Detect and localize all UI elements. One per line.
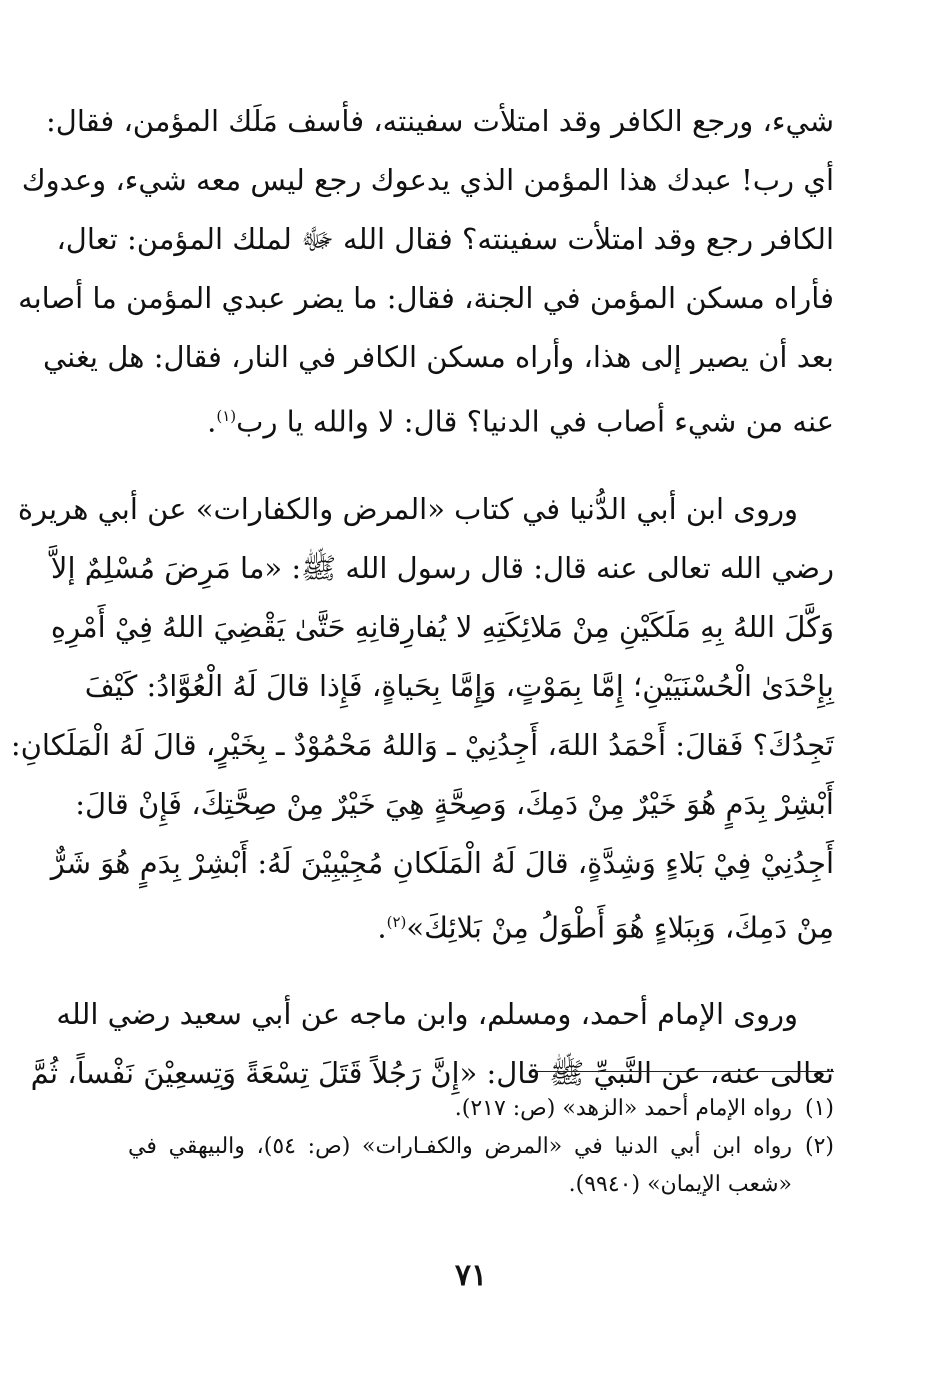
text-line: فأراه مسكن المؤمن في الجنة، فقال: ما يضر عبدي المؤمن ما أصابه	[18, 281, 834, 315]
footnote-number: (٢)	[804, 1134, 834, 1159]
text-run: مِنْ دَمِكَ، وَبِبَلاءٍ هُوَ أَطْوَلُ مِنْ بَلائِكَ»	[406, 910, 834, 945]
footnote-2	[128, 1128, 834, 1166]
text-line: أَبْشِرْ بِدَمٍ هُوَ خَيْرٌ مِنْ دَمِكَ، وَصِحَّةٍ هِيَ خَيْرٌ مِنْ صِحَّتِكَ، فَإِنْ قالَ:	[75, 786, 834, 821]
footnotes	[128, 1090, 834, 1204]
footnote-ref: (١)	[216, 407, 237, 425]
text-line: الكافر رجع وقد امتلأت سفينته؟ فقال الله ﷻ لملك المؤمن: تعال،	[56, 222, 834, 256]
footnote-ref: (٢)	[386, 912, 407, 931]
text-line: تعالى عنه، عن النَّبيِّ ﷺ قال: «إِنَّ رَجُلاً قَتَلَ تِسْعَةً وَتِسعِيْنَ نَفْساً، ثُمَّ	[30, 1056, 834, 1091]
paragraph-gap	[128, 452, 834, 480]
text-line: بِإِحْدَىٰ الْحُسْنَيَيْنِ؛ إِمَّا بِمَوْتٍ، وَإِمَّا بِحَياةٍ، فَإِذا قالَ لَهُ الْعُوَّادُ: كَيْفَ	[84, 668, 834, 703]
text-line: وروى الإمام أحمد، ومسلم، وابن ماجه عن أبي سعيد رضي الله	[56, 997, 798, 1032]
text-run: عنه من شيء أصاب في الدنيا؟ قال: لا والله يا رب	[236, 404, 834, 439]
main-text	[10, 92, 834, 1103]
footnote-divider	[532, 1071, 834, 1072]
text-line-last: عنه من شيء أصاب في الدنيا؟ قال: لا والله يا رب$^{(١)}$.	[207, 404, 834, 439]
text-line: تَجِدُكَ؟ فَقالَ: أَحْمَدُ اللهَ، أَجِدُنِيْ ـ وَاللهُ مَحْمُوْدٌ ـ بِخَيْرٍ، قالَ لَهُ الْمَلَكانِ:	[10, 727, 834, 762]
text-line: وروى ابن أبي الدُّنيا في كتاب «المرض والكفارات» عن أبي هريرة	[17, 491, 798, 526]
text-line: بعد أن يصير إلى هذا، وأراه مسكن الكافر في النار، فقال: هل يغني	[43, 340, 834, 374]
footnote-1	[128, 1090, 834, 1128]
footnote-text: رواه الإمام أحمد «الزهد» (ص: ٢١٧).	[454, 1096, 792, 1121]
footnote-2-continuation: «شعب الإيمان» (٩٩٤٠).	[568, 1172, 792, 1197]
footnote-text: رواه ابن أبي الدنيا في «المرض والكفـارات» (ص: ٥٤)، والبيهقي في	[128, 1134, 792, 1159]
text-line: شيء، ورجع الكافر وقد امتلأت سفينته، فأسف مَلَك المؤمن، فقال:	[46, 104, 834, 138]
text-line: وَكَّلَ اللهُ بِهِ مَلَكَيْنِ مِنْ مَلائِكَتِهِ لا يُفارِقانِهِ حَتَّىٰ يَقْضِيَ اللهُ فِيْ أَمْرِهِ	[50, 609, 834, 644]
text-line: رضي الله تعالى عنه قال: قال رسول الله ﷺ: «ما مَرِضَ مُسْلِمٌ إلاَّ	[50, 550, 834, 585]
text-line: أَجِدُنِيْ فِيْ بَلاءٍ وَشِدَّةٍ، قالَ لَهُ الْمَلَكانِ مُجِيْبِيْنَ لَهُ: أَبْشِرْ بِدَمٍ هُوَ شَرٌّ	[50, 845, 834, 880]
page-number: ٧١	[454, 1258, 488, 1293]
paragraph-gap	[128, 957, 834, 985]
text-line: أي رب! عبدك هذا المؤمن الذي يدعوك رجع ليس معه شيء، وعدوك	[21, 163, 834, 197]
footnote-number: (١)	[804, 1096, 834, 1121]
text-line-last: مِنْ دَمِكَ، وَبِبَلاءٍ هُوَ أَطْوَلُ مِنْ بَلائِكَ»$^{(٢)}$.	[377, 910, 834, 945]
